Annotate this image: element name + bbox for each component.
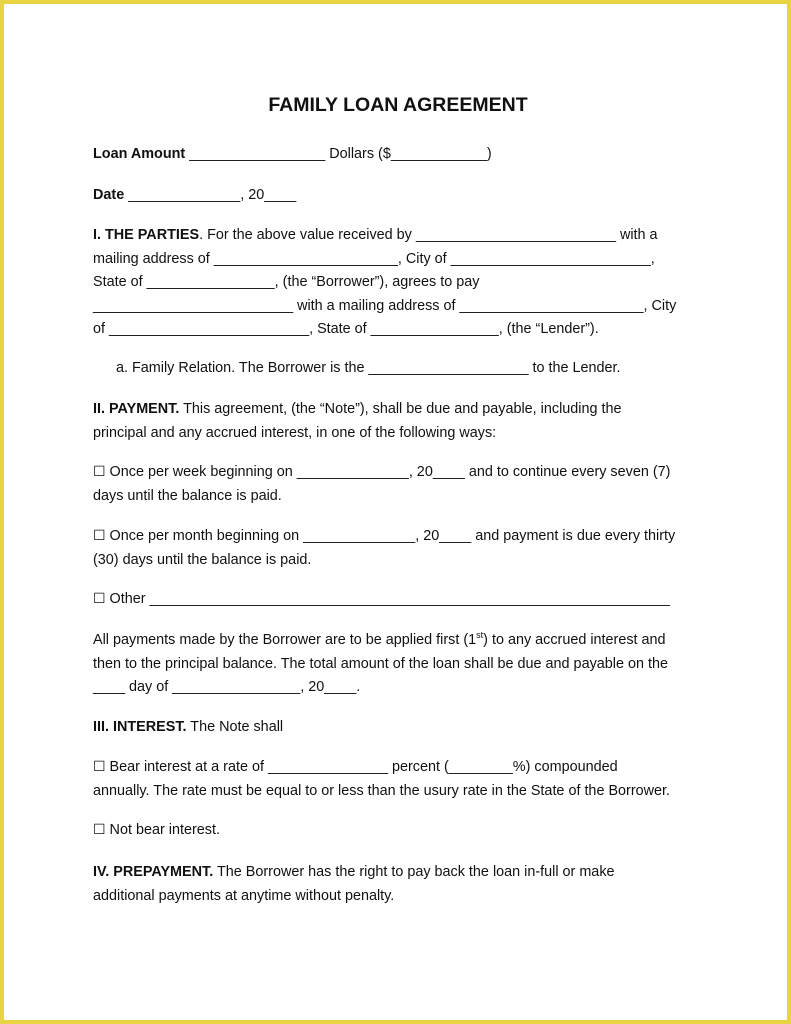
interest-line: [93, 716, 703, 740]
prepayment-line: additional payments at anytime without penalty.: [93, 887, 395, 904]
checkbox-icon[interactable]: ☐: [93, 528, 106, 544]
parties-text: . For the above value received by _________________________ with a: [199, 227, 658, 243]
checkbox-icon[interactable]: ☐: [93, 464, 106, 480]
monthly-text: Once per month beginning on ______________, 20____ and payment is due every thirty: [105, 528, 676, 544]
document-title: FAMILY LOAN AGREEMENT: [268, 94, 528, 116]
interest-heading: III. INTEREST.: [93, 719, 187, 735]
parties-section: [93, 224, 703, 342]
payment-option-monthly: [93, 525, 703, 572]
option-line: days until the balance is paid.: [93, 487, 282, 504]
date-blank: ______________, 20____: [124, 187, 297, 203]
payment-intro: This agreement, (the “Note”), shall be due and payable, including the: [179, 401, 622, 417]
parties-line: mailing address of _______________________, City of _________________________,: [93, 250, 655, 267]
application-text: ) to any accrued interest and: [483, 632, 666, 648]
parties-line: of _________________________, State of ________________, (the “Lender”).: [93, 321, 599, 337]
payment-line: [93, 398, 703, 422]
checkbox-icon[interactable]: ☐: [93, 591, 106, 607]
option-line: (30) days until the balance is paid.: [93, 551, 312, 568]
option-line: [93, 525, 703, 549]
prepayment-section: [93, 861, 703, 908]
interest-option-not: [93, 819, 703, 843]
parties-line: [93, 224, 703, 248]
parties-line: State of ________________, (the “Borrower”), agrees to pay: [93, 274, 480, 290]
parties-line: _________________________ with a mailing address of _______________________, City: [93, 297, 677, 314]
option-line: annually. The rate must be equal to or less than the usury rate in the State of the Borrower.: [93, 782, 671, 799]
option-line: [93, 756, 703, 780]
interest-option-bear: [93, 756, 703, 803]
interest-text: The Note shall: [186, 719, 284, 735]
checkbox-icon[interactable]: ☐: [93, 759, 106, 775]
prepayment-text: The Borrower has the right to pay back the loan in-full or make: [213, 864, 615, 880]
application-line: [93, 629, 703, 653]
date-label: Date: [93, 187, 125, 203]
application-line: then to the principal balance. The total amount of the loan shall be due and payable on the: [93, 655, 668, 672]
checkbox-icon[interactable]: ☐: [93, 822, 106, 838]
prepayment-line: [93, 861, 703, 885]
payment-application-paragraph: [93, 629, 703, 700]
superscript-st: st: [476, 630, 484, 641]
option-line: [93, 461, 703, 485]
payment-option-weekly: [93, 461, 703, 508]
other-text: Other _________________________________________________________________: [105, 591, 670, 607]
application-text: All payments made by the Borrower are to be applied first (1: [93, 632, 477, 648]
not-bear-text: Not bear interest.: [105, 822, 220, 838]
payment-section: [93, 398, 703, 445]
weekly-text: Once per week beginning on ______________, 20____ and to continue every seven (7): [105, 464, 671, 480]
loan-amount-label: Loan Amount: [93, 146, 186, 162]
bear-interest-text: Bear interest at a rate of _______________ percent (________%) compounded: [105, 759, 618, 775]
prepayment-heading: IV. PREPAYMENT.: [93, 864, 214, 880]
family-relation-line: a. Family Relation. The Borrower is the ____________________ to the Lender.: [116, 360, 621, 376]
parties-heading: I. THE PARTIES: [93, 227, 200, 243]
date-line: [93, 184, 703, 208]
payment-line: principal and any accrued interest, in one of the following ways:: [93, 424, 497, 441]
payment-option-other: [93, 588, 703, 612]
application-line: ____ day of ________________, 20____.: [93, 679, 361, 695]
payment-heading: II. PAYMENT.: [93, 401, 180, 417]
loan-amount-blank: _________________ Dollars ($____________): [185, 146, 492, 162]
loan-amount-line: [93, 143, 703, 167]
